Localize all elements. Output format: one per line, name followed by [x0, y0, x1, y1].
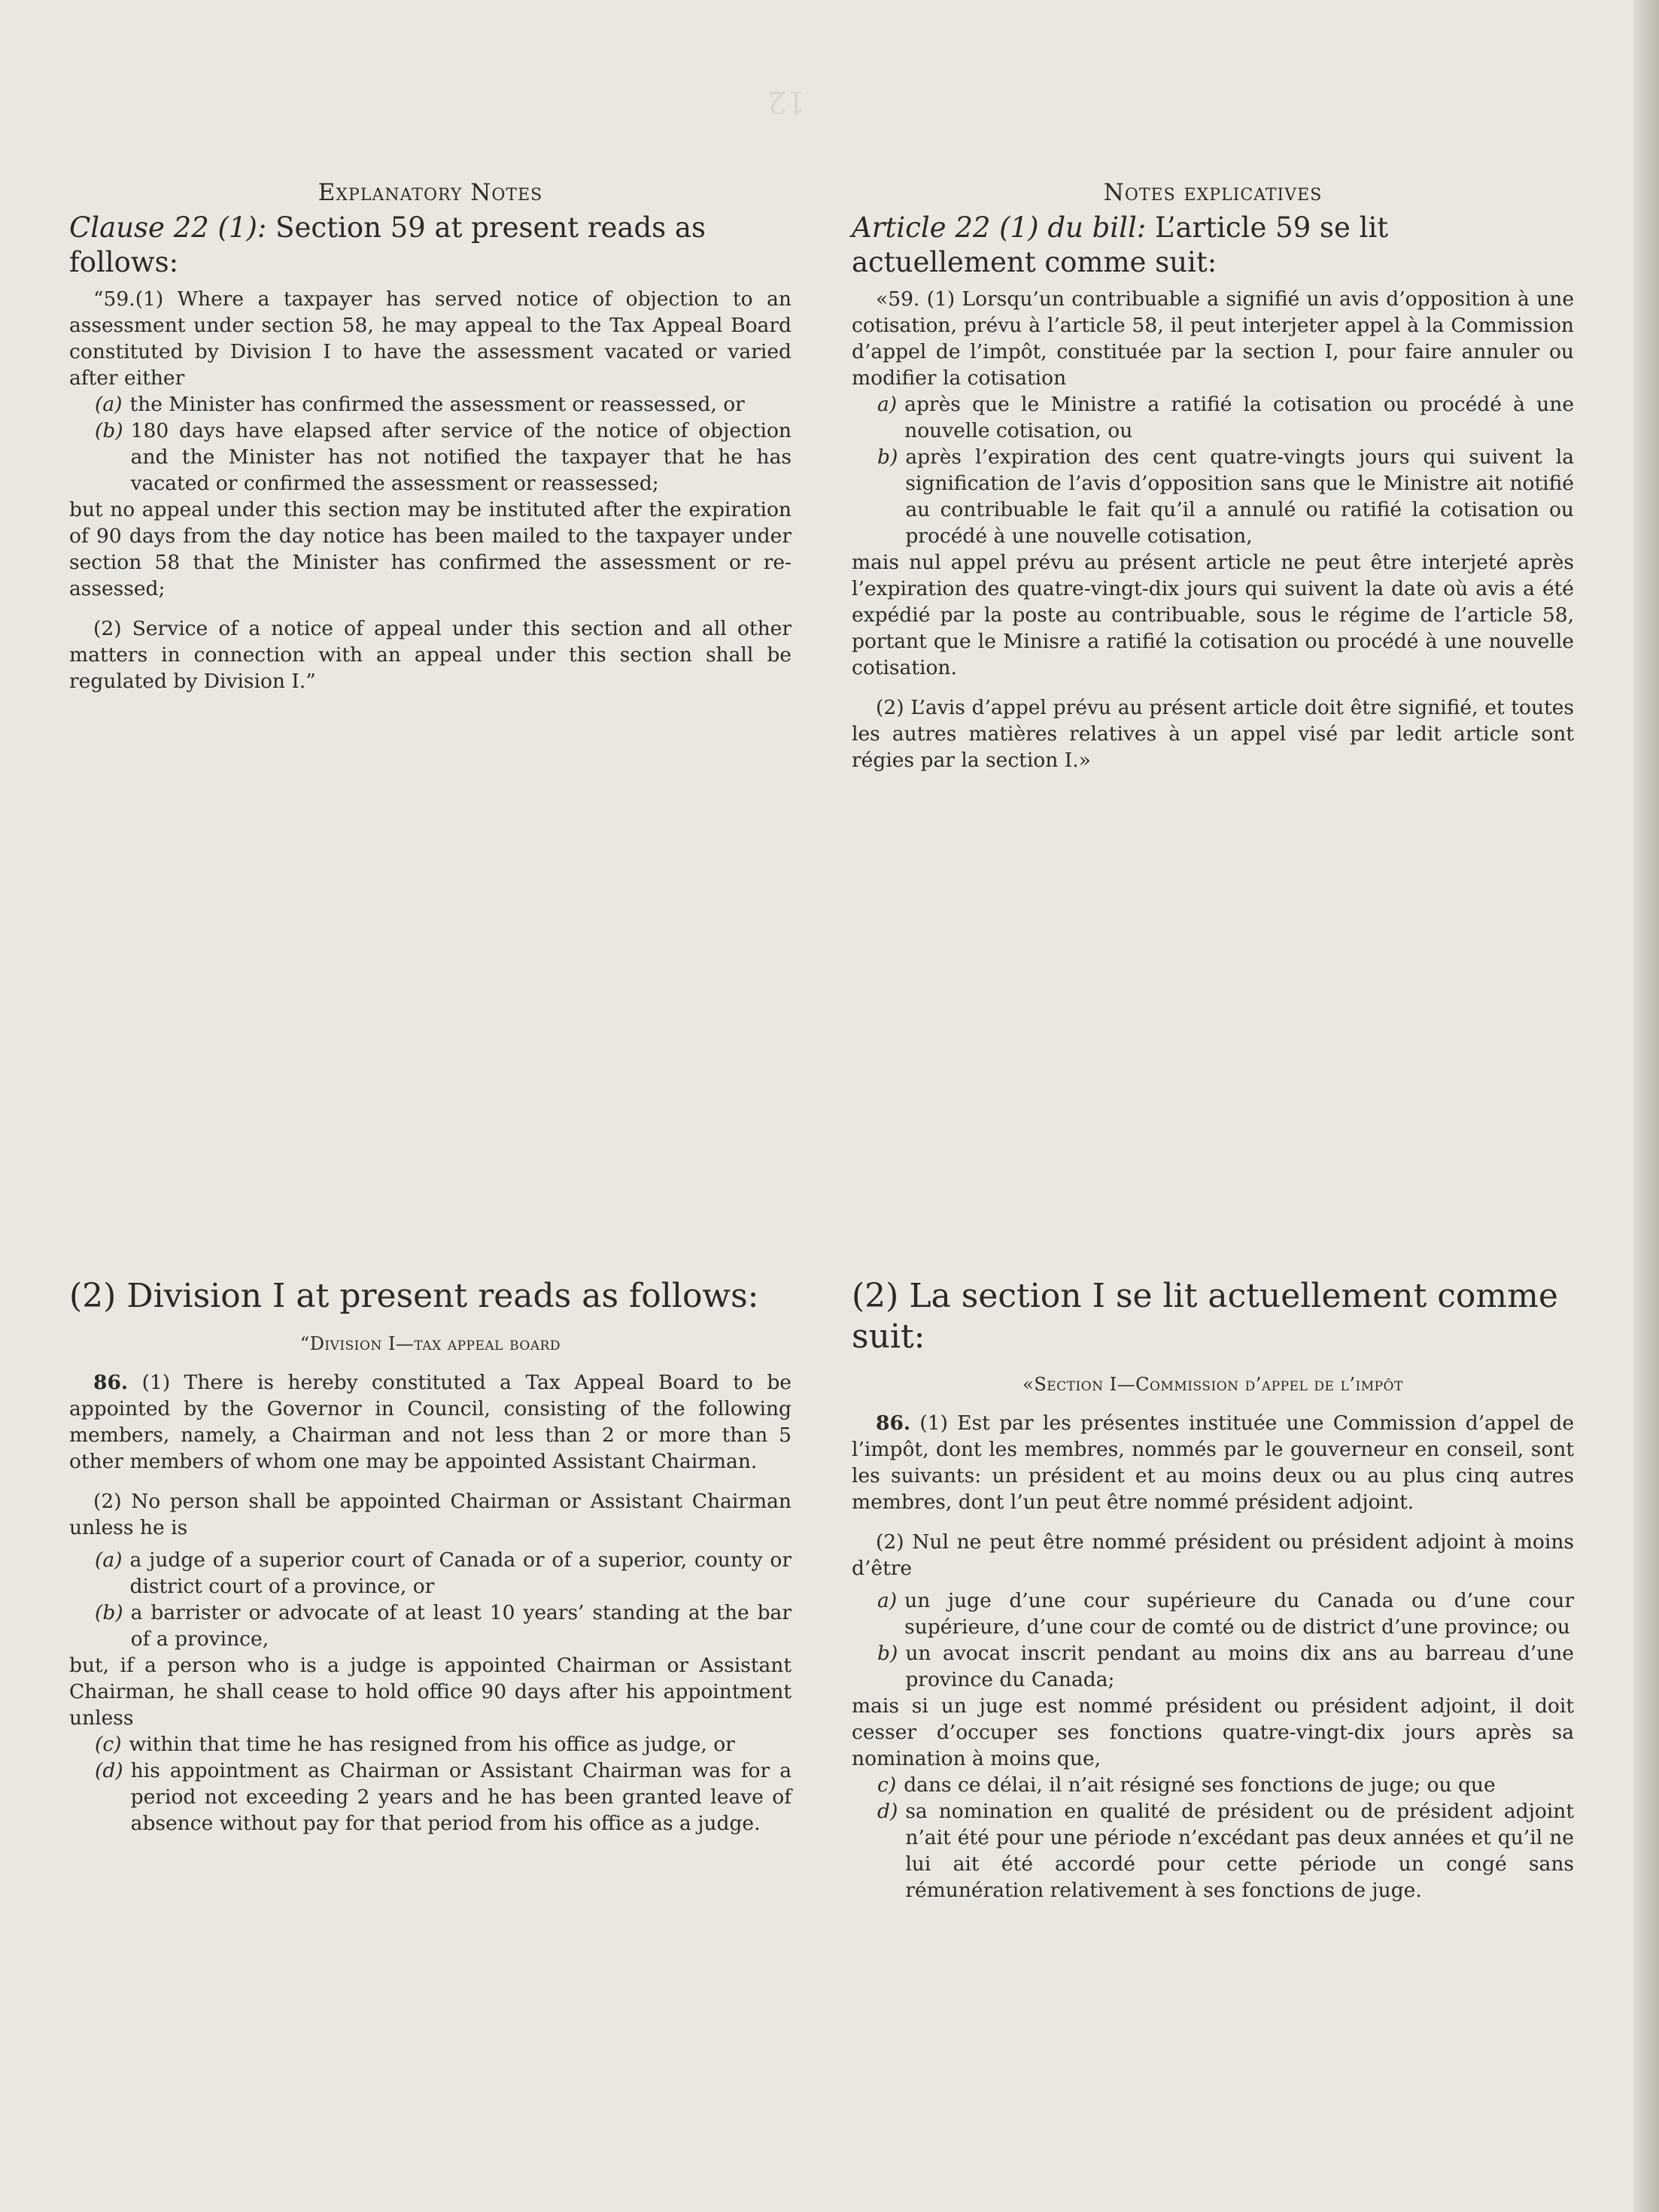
- section-number: 86.: [93, 1371, 129, 1394]
- french-clause-text: L’article 59 se lit actuellement comme suit:: [852, 211, 1389, 278]
- french-division-i: [852, 1276, 1574, 1904]
- french-s86-but: mais si un juge est nommé président ou président adjoint, il doit cesser d’occuper ses fonctions quatre-vingt-dix jours après sa nomination à moins que,: [852, 1694, 1574, 1770]
- english-division-i: [69, 1276, 792, 1837]
- item-label: (c): [95, 1733, 122, 1756]
- french-s86-p1: [852, 1410, 1574, 1515]
- english-s86-item-c: [95, 1731, 792, 1758]
- item-label: c): [877, 1773, 897, 1797]
- french-s86-item-c: [877, 1772, 1574, 1798]
- english-s86-item-a: [95, 1547, 792, 1600]
- item-label: a): [877, 1589, 898, 1612]
- page-edge: [1633, 0, 1659, 2212]
- item-text: a barrister or advocate of at least 10 years’ standing at the bar of a province,: [130, 1601, 792, 1651]
- english-sub-heading: (2) Division I at present reads as follows:: [69, 1277, 759, 1315]
- english-s59-but: but no appeal under this section may be instituted after the expiration of 90 days from the day notice has been mailed to the taxpayer under section 58 that the Minister has confirmed the assessment or re-assessed;: [69, 498, 792, 600]
- french-s59-item-b: [877, 444, 1574, 549]
- french-explanatory-notes: [852, 179, 1574, 773]
- item-text: après que le Ministre a ratifié la cotisation ou procédé à une nouvelle cotisation, ou: [904, 393, 1574, 442]
- french-s59-item-a: [877, 391, 1574, 444]
- item-label: (b): [95, 419, 123, 442]
- french-clause-lead: [852, 211, 1574, 280]
- item-text: dans ce délai, il n’ait résigné ses fonctions de juge; ou que: [904, 1773, 1496, 1797]
- item-text: 180 days have elapsed after service of the notice of objection and the Minister has not notified the taxpayer that he has vacated or confirmed the assessment or reassessed;: [130, 419, 792, 495]
- item-label: d): [877, 1800, 898, 1823]
- french-s59-but: mais nul appel prévu au présent article ne peut être interjeté après l’expiration des quatre-vingt-dix jours qui suivent la date où avis a été expédié par la poste au contribuable, sous le régime de l’article 58, portant que le Minisre a ratifié la cotisation ou procédé à une nouvelle cotisation.: [852, 551, 1574, 679]
- english-s86-p2: (2) No person shall be appointed Chairman or Assistant Chairman unless he is: [69, 1490, 792, 1539]
- english-clause-text: Section 59 at present reads as follows:: [69, 211, 706, 278]
- english-s86-p1: [69, 1369, 792, 1475]
- item-label: (d): [95, 1759, 123, 1782]
- bleed-through-page-number: 12: [767, 84, 806, 119]
- english-header: Explanatory Notes: [318, 179, 543, 206]
- item-text: un juge d’une cour supérieure du Canada ou d’une cour supérieure, d’une cour de comté ou de district d’une province; ou: [904, 1589, 1574, 1639]
- french-header: Notes explicatives: [1103, 179, 1323, 206]
- item-text: his appointment as Chairman or Assistant Chairman was for a period not exceeding 2 years and he has been granted leave of absence without pay for that period from his office as a judge.: [130, 1759, 792, 1835]
- item-text: sa nomination en qualité de président ou de président adjoint n’ait été pour une période n’excédant pas deux années et qu’il ne lui ait été accordé pour cette période un congé sans rémunération relativement à ses fonctions de juge.: [905, 1800, 1574, 1902]
- item-label: (a): [95, 1548, 123, 1572]
- english-s86-item-b: [95, 1600, 792, 1652]
- item-label: b): [877, 1642, 898, 1665]
- item-text: un avocat inscrit pendant au moins dix ans au barreau d’une province du Canada;: [905, 1642, 1574, 1691]
- english-explanatory-notes: [69, 179, 792, 694]
- english-clause-lead: [69, 211, 792, 280]
- item-text: a judge of a superior court of Canada or of a superior, county or district court of a province, or: [129, 1548, 792, 1598]
- french-clause-ref: Article 22 (1) du bill:: [852, 211, 1147, 244]
- english-s59-p1: “59.(1) Where a taxpayer has served notice of objection to an assessment under section 58, he may appeal to the Tax Appeal Board constituted by Division I to have the assessment vacated or varied after either: [69, 287, 792, 390]
- french-division-heading: «Section I—Commission d’appel de l’impôt: [1022, 1374, 1403, 1395]
- item-label: (b): [95, 1601, 123, 1624]
- item-label: (a): [95, 393, 123, 416]
- english-s86-but: but, if a person who is a judge is appointed Chairman or Assistant Chairman, he shall cease to hold office 90 days after his appointment unless: [69, 1654, 792, 1730]
- french-s86-p2: (2) Nul ne peut être nommé président ou président adjoint à moins d’être: [852, 1530, 1574, 1580]
- french-s59-p1: «59. (1) Lorsqu’un contribuable a signifié un avis d’opposition à une cotisation, prévu à l’article 58, il peut interjeter appel à la Commission d’appel de l’impôt, constituée par la section I, pour faire annuler ou modifier la cotisation: [852, 287, 1574, 390]
- french-sub-heading: (2) La section I se lit actuellement comme suit:: [852, 1277, 1558, 1356]
- english-s59-item-a: [95, 391, 792, 418]
- section-number: 86.: [876, 1411, 911, 1435]
- french-s86-item-a: [877, 1588, 1574, 1640]
- item-label: b): [877, 445, 898, 469]
- english-division-heading: “Division I—tax appeal board: [299, 1333, 561, 1354]
- item-text: the Minister has confirmed the assessment or reassessed, or: [129, 393, 745, 416]
- item-text: within that time he has resigned from his office as judge, or: [129, 1733, 735, 1756]
- french-s86-item-b: [877, 1640, 1574, 1693]
- english-clause-ref: Clause 22 (1):: [69, 211, 267, 244]
- item-label: a): [877, 393, 898, 416]
- section-text: (1) Est par les présentes instituée une Commission d’appel de l’impôt, dont les membres, nommés par le gouverneur en conseil, sont les suivants: un président et au moins deux ou au plus cinq autres membres, dont l’un peut être nommé président adjoint.: [852, 1411, 1574, 1514]
- english-s59-item-b: [95, 418, 792, 497]
- english-s59-p2: (2) Service of a notice of appeal under this section and all other matters in connection with an appeal under this section shall be regulated by Division I.”: [69, 617, 792, 693]
- english-s86-item-d: [95, 1758, 792, 1837]
- french-s86-item-d: [877, 1798, 1574, 1904]
- section-text: (1) There is hereby constituted a Tax Appeal Board to be appointed by the Governor in Council, consisting of the following members, namely, a Chairman and not less than 2 or more than 5 other members of whom one may be appointed Assistant Chairman.: [69, 1371, 792, 1473]
- item-text: après l’expiration des cent quatre-vingts jours qui suivent la signification de l’avis d’opposition sans que le Ministre ait notifié au contribuable le fait qu’il a annulé ou ratifié la cotisation ou procédé à une nouvelle cotisation,: [905, 445, 1574, 548]
- french-s59-p2: (2) L’avis d’appel prévu au présent article doit être signifié, et toutes les autres matières relatives à un appel visé par ledit article sont régies par la section I.»: [852, 696, 1574, 772]
